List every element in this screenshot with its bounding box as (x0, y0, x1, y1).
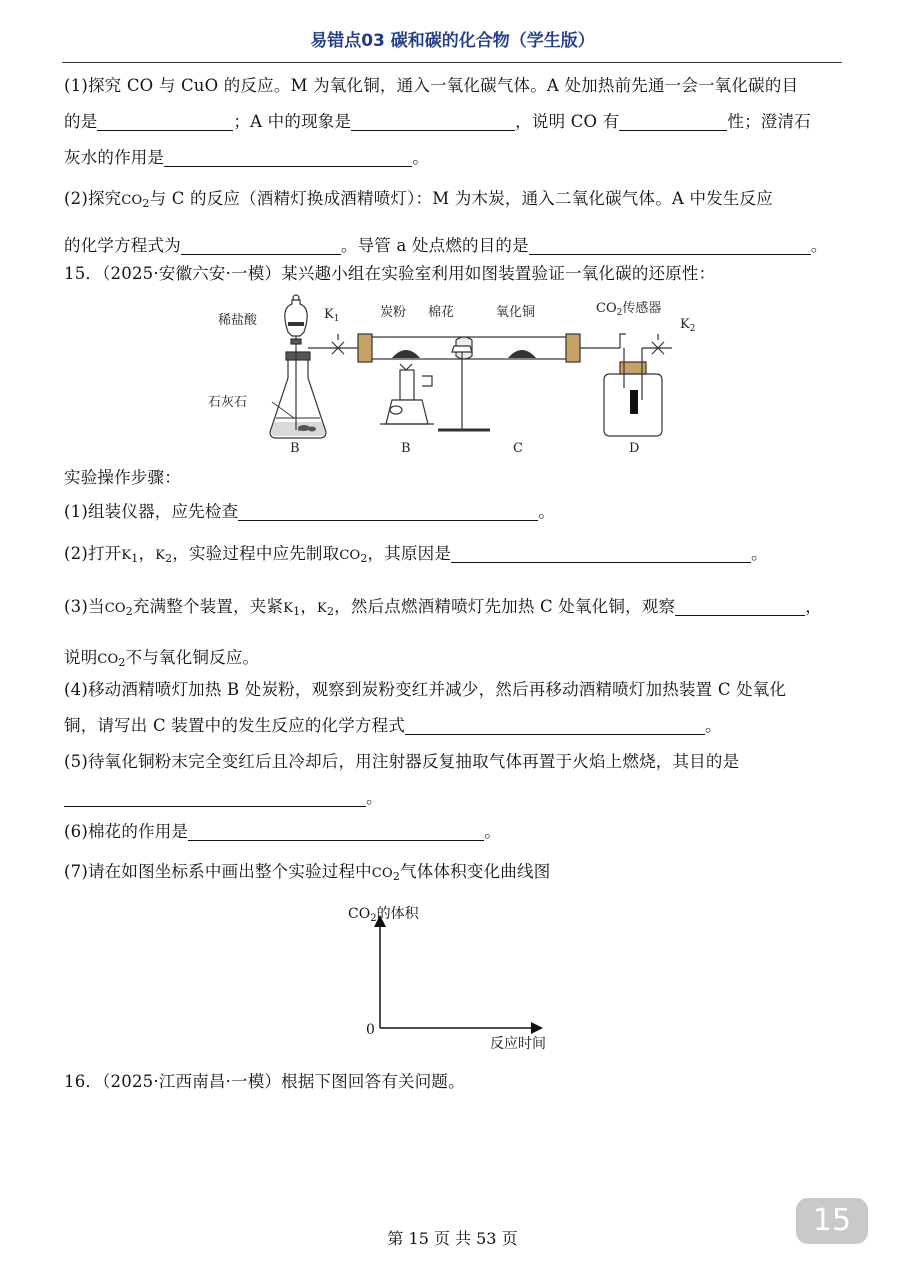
label-sensor: $CO_2$传感器 (596, 301, 662, 318)
q15-s2-text: (2)打开 (64, 544, 122, 563)
answer-blank[interactable] (351, 110, 515, 131)
co2-subscript: 2 (392, 870, 401, 883)
label-k2: $K_2$ (680, 317, 696, 334)
label-c: C (513, 441, 523, 456)
x-axis-label: 反应时间 (490, 1036, 546, 1052)
k1-subscript: 1 (293, 605, 301, 618)
q15-s6-text: (6)棉花的作用是 (64, 822, 189, 841)
q15-step5 (64, 744, 844, 816)
k2-subscript: 2 (165, 552, 173, 565)
label-b1: B (290, 441, 300, 456)
label-b2: B (401, 441, 411, 456)
conical-flask (270, 352, 326, 438)
answer-blank[interactable] (529, 234, 811, 255)
co2-formula: CO (371, 866, 393, 881)
q15-s2-text: ，其原因是 (367, 544, 452, 563)
q15-s6-text: 。 (484, 822, 501, 841)
k2-symbol: K (155, 548, 166, 563)
answer-blank[interactable] (451, 542, 751, 563)
q14-p2-text: (2)探究 (64, 189, 122, 208)
co2-formula: CO (121, 193, 143, 208)
co2-subscript: 2 (360, 552, 368, 565)
q14-part2 (64, 178, 844, 267)
k1-symbol: K (283, 601, 294, 616)
q15-s2-text: ， (138, 544, 156, 563)
answer-blank[interactable] (405, 714, 705, 735)
q15-s4-text: (4)移动酒精喷灯加热 B 处炭粉，观察到炭粉变红并减少，然后再移动酒精喷灯加热装置 C 处氧化 (64, 680, 787, 699)
label-carbon: 炭粉 (380, 305, 407, 320)
q14-p1-text: 的是 (64, 112, 98, 131)
co2-subscript: 2 (125, 605, 133, 618)
q15-s2-text: 。 (751, 544, 768, 563)
q15-s3-text: ， (805, 597, 822, 616)
apparatus-diagram (200, 290, 720, 460)
label-acid: 稀盐酸 (218, 313, 258, 328)
alcohol-burner (380, 364, 434, 424)
q14-p1-text: 。 (412, 148, 429, 167)
answer-blank[interactable] (619, 110, 727, 131)
q14-p1-text: ，说明 CO 有 (515, 112, 620, 131)
co2-subscript: 2 (142, 197, 150, 210)
q14-p2-text: 与 C 的反应（酒精灯换成酒精喷灯）：M 为木炭，通入二氧化碳气体。A 中发生反应 (149, 189, 773, 208)
page-number-badge: 15 (796, 1198, 868, 1244)
co2-formula: CO (104, 601, 126, 616)
co2-subscript: 2 (118, 656, 126, 669)
k2-symbol: K (317, 601, 327, 616)
q15-s2-text: ，实验过程中应先制取 (172, 544, 340, 563)
answer-blank[interactable] (164, 146, 412, 167)
q15-step1 (64, 494, 844, 530)
co2-formula: CO (97, 652, 119, 667)
q15-s7-text: (7)请在如图坐标系中画出整个实验过程中 (64, 862, 372, 881)
answer-blank[interactable] (97, 110, 233, 131)
gas-bottle (604, 334, 672, 436)
answer-blank[interactable] (238, 500, 538, 521)
page-title: 易错点03 碳和碳的化合物（学生版） (310, 31, 595, 51)
q15-s7-text: 气体体积变化曲线图 (400, 862, 551, 881)
answer-blank[interactable] (675, 595, 805, 616)
q15-s5-text: 。 (366, 788, 383, 807)
q15-step4 (64, 672, 844, 744)
q15-steps-title: 实验操作步骤： (64, 468, 181, 487)
header-divider (62, 62, 842, 63)
q14-p1-text: 灰水的作用是 (64, 148, 165, 167)
q15-s1-text: (1)组装仪器，应先检查 (64, 502, 239, 521)
answer-blank[interactable] (64, 786, 366, 807)
origin-label: 0 (366, 1022, 375, 1038)
k1-subscript: 1 (131, 552, 139, 565)
q15-step7 (64, 854, 844, 895)
label-k1: $K_1$ (324, 307, 340, 324)
answer-blank[interactable] (188, 820, 484, 841)
q14-p2-text: 的化学方程式为 (64, 236, 181, 255)
label-limestone: 石灰石 (208, 395, 248, 410)
q15-intro: 15．（2025·安徽六安·一模）某兴趣小组在实验室利用如图装置验证一氧化碳的还原性： (64, 264, 716, 283)
page-footer: 第 15 页 共 53 页 (387, 1229, 518, 1248)
q15-s3-text: 不与氧化铜反应。 (125, 648, 260, 667)
separatory-funnel (285, 295, 307, 356)
q15-step3 (64, 584, 844, 686)
q14-p1-text: ；A 中的现象是 (233, 112, 352, 131)
q15-s3-text: (3)当 (64, 597, 105, 616)
q14-p1-text: 性；澄清石 (727, 112, 811, 131)
q15-step2 (64, 536, 844, 577)
co2-formula: CO (339, 548, 361, 563)
q15-s5-text: (5)待氧化铜粉末完全变红后且冷却后，用注射器反复抽取气体再置于火焰上燃烧，其目的是 (64, 752, 740, 771)
q15-s4-text: 铜，请写出 C 装置中的发生反应的化学方程式 (64, 716, 406, 735)
q14-part1 (64, 68, 844, 176)
q15-s1-text: 。 (538, 502, 555, 521)
valve-k1 (332, 334, 344, 354)
k2-subscript: 2 (326, 605, 335, 618)
label-cotton: 棉花 (428, 305, 455, 320)
q15-s3-text: ，然后点燃酒精喷灯先加热 C 处氧化铜，观察 (334, 597, 676, 616)
co2-volume-graph[interactable] (340, 898, 570, 1058)
q15-s3-text: 说明 (64, 648, 98, 667)
q14-p2-text: 。 (810, 236, 828, 255)
q16-intro: 16．（2025·江西南昌·一模）根据下图回答有关问题。 (64, 1072, 465, 1091)
q14-p2-text: 。导管 a 处点燃的目的是 (340, 236, 529, 255)
q14-p1-line1: (1)探究 CO 与 CuO 的反应。M 为氧化铜，通入一氧化碳气体。A 处加热前先通一会一氧化碳的目 (64, 76, 799, 95)
valve-k2 (652, 334, 664, 354)
q15-s4-text: 。 (705, 716, 722, 735)
q15-s3-text: ， (300, 597, 318, 616)
y-axis-label: $CO_2$的体积 (348, 906, 419, 924)
k1-symbol: K (121, 548, 132, 563)
q15-s3-text: 充满整个装置，夹紧 (132, 597, 284, 616)
label-d: D (629, 441, 640, 456)
q15-step6 (64, 814, 844, 850)
combustion-tube (348, 334, 620, 362)
answer-blank[interactable] (181, 234, 341, 255)
label-cuo: 氧化铜 (496, 305, 536, 320)
